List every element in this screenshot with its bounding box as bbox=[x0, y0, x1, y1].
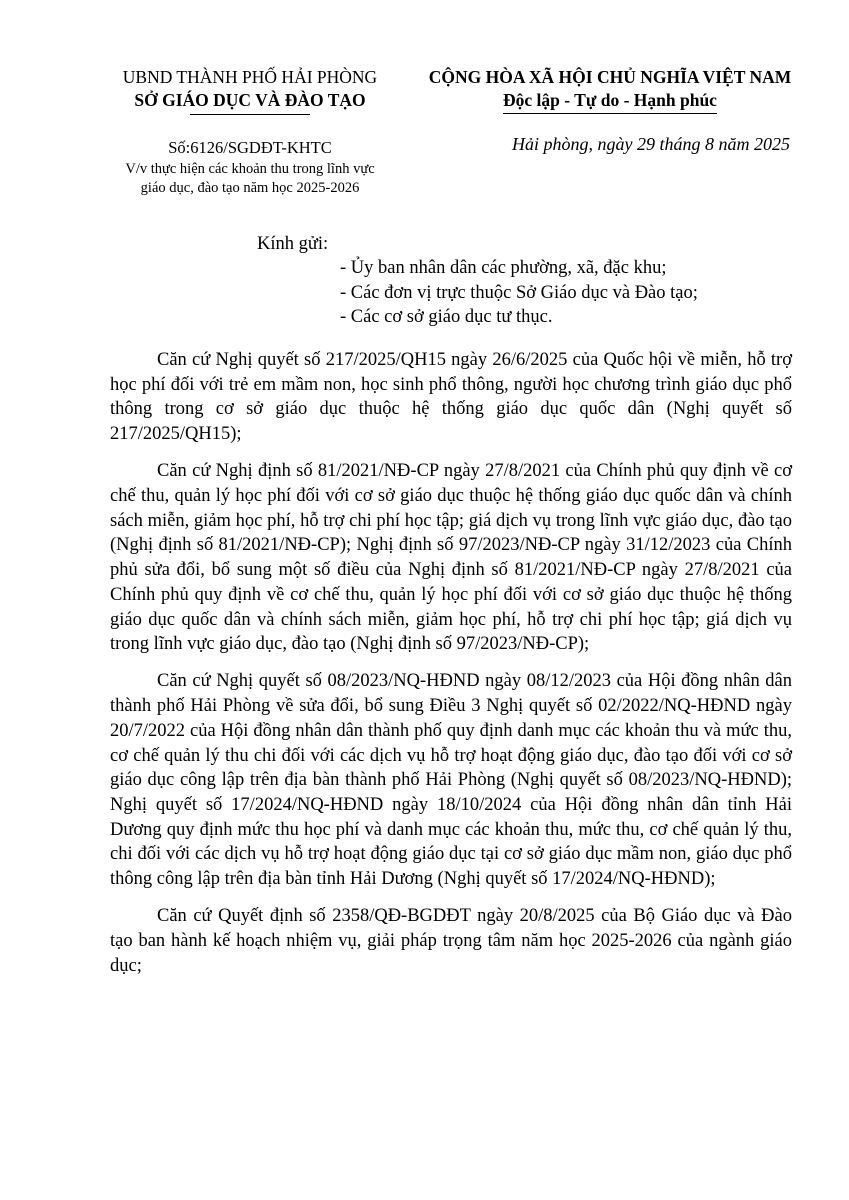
subject-line-1: V/v thực hiện các khoản thu trong lĩnh vực bbox=[125, 161, 375, 177]
document-subject bbox=[80, 160, 420, 198]
recipient-item: - Các đơn vị trực thuộc Sở Giáo dục và Đào tạo; bbox=[340, 282, 698, 303]
parent-authority: UBND THÀNH PHỐ HẢI PHÒNG bbox=[122, 67, 378, 87]
recipients-list bbox=[340, 256, 698, 330]
issuing-department: SỞ GIÁO DỤC VÀ ĐÀO TẠO bbox=[134, 90, 366, 110]
recipient-item: - Ủy ban nhân dân các phường, xã, đặc khu; bbox=[340, 258, 667, 278]
body-paragraph: Căn cứ Nghị quyết số 08/2023/NQ-HĐND ngày 08/12/2023 của Hội đồng nhân dân thành phố Hải Phòng về sửa đổi, bổ sung Điều 3 Nghị quyết số 02/2022/NQ-HĐND ngày 20/7/2022 của Hội đồng nhân dân thành phố quy định danh mục các khoản thu và mức thu, cơ chế quản lý thu chi đối với các dịch vụ hỗ trợ hoạt động giáo dục, đào tạo đối với cơ sở giáo dục công lập trên địa bàn thành phố Hải Phòng (Nghị quyết số 08/2023/NQ-HĐND); Nghị quyết số 17/2024/NQ-HĐND ngày 18/10/2024 của Hội đồng nhân dân tỉnh Hải Dương quy định mức thu học phí và danh mục các khoản thu, mức thu, cơ chế quản lý thu, chi đối với các dịch vụ hỗ trợ hoạt động giáo dục tại cơ sở giáo dục mầm non, giáo dục phổ thông công lập trên địa bàn tỉnh Hải Dương (Nghị quyết số 17/2024/NQ-HĐND); bbox=[110, 671, 792, 890]
authority-underline bbox=[190, 114, 310, 115]
body-paragraph: Căn cứ Nghị định số 81/2021/NĐ-CP ngày 27/8/2021 của Chính phủ quy định về cơ chế thu, quản lý học phí đối với cơ sở giáo dục thuộc hệ thống giáo dục quốc dân và chính sách miễn, giảm học phí, hỗ trợ chi phí học tập; giá dịch vụ trong lĩnh vực giáo dục, đào tạo (Nghị định số 81/2021/NĐ-CP); Nghị định số 97/2023/NĐ-CP ngày 31/12/2023 của Chính phủ sửa đổi, bổ sung một số điều của Nghị định số 81/2021/NĐ-CP ngày 27/8/2021 của Chính phủ quy định về cơ chế thu, quản lý học phí đối với cơ sở giáo dục thuộc hệ thống giáo dục quốc dân và chính sách miễn, giảm học phí, hỗ trợ chi phí học tập; giá dịch vụ trong lĩnh vực giáo dục, đào tạo (Nghị định số 97/2023/NĐ-CP); bbox=[110, 461, 792, 655]
recipient-item: - Các cơ sở giáo dục tư thục. bbox=[340, 307, 553, 327]
recipients-label: Kính gửi: bbox=[257, 234, 329, 254]
issue-date: Hải phòng, ngày 29 tháng 8 năm 2025 bbox=[512, 134, 790, 154]
national-title: CỘNG HÒA XÃ HỘI CHỦ NGHĨA VIỆT NAM bbox=[428, 67, 792, 87]
issuing-authority bbox=[90, 66, 410, 115]
body-paragraph: Căn cứ Nghị quyết số 217/2025/QH15 ngày 26/6/2025 của Quốc hội về miễn, hỗ trợ học phí đối với trẻ em mầm non, học sinh phổ thông, người học chương trình giáo dục phổ thông trong cơ sở giáo dục thuộc hệ thống giáo dục quốc dân (Nghị quyết số 217/2025/QH15); bbox=[110, 350, 792, 445]
subject-line-2: giáo dục, đào tạo năm học 2025-2026 bbox=[140, 180, 360, 196]
document-number: Số:6126/SGDĐT-KHTC bbox=[168, 138, 332, 157]
national-header bbox=[410, 66, 810, 114]
document-body bbox=[110, 348, 792, 991]
national-motto: Độc lập - Tự do - Hạnh phúc bbox=[503, 89, 717, 114]
body-paragraph: Căn cứ Quyết định số 2358/QĐ-BGDĐT ngày 20/8/2025 của Bộ Giáo dục và Đào tạo ban hành kế hoạch nhiệm vụ, giải pháp trọng tâm năm học 2025-2026 của ngành giáo dục; bbox=[110, 906, 792, 976]
